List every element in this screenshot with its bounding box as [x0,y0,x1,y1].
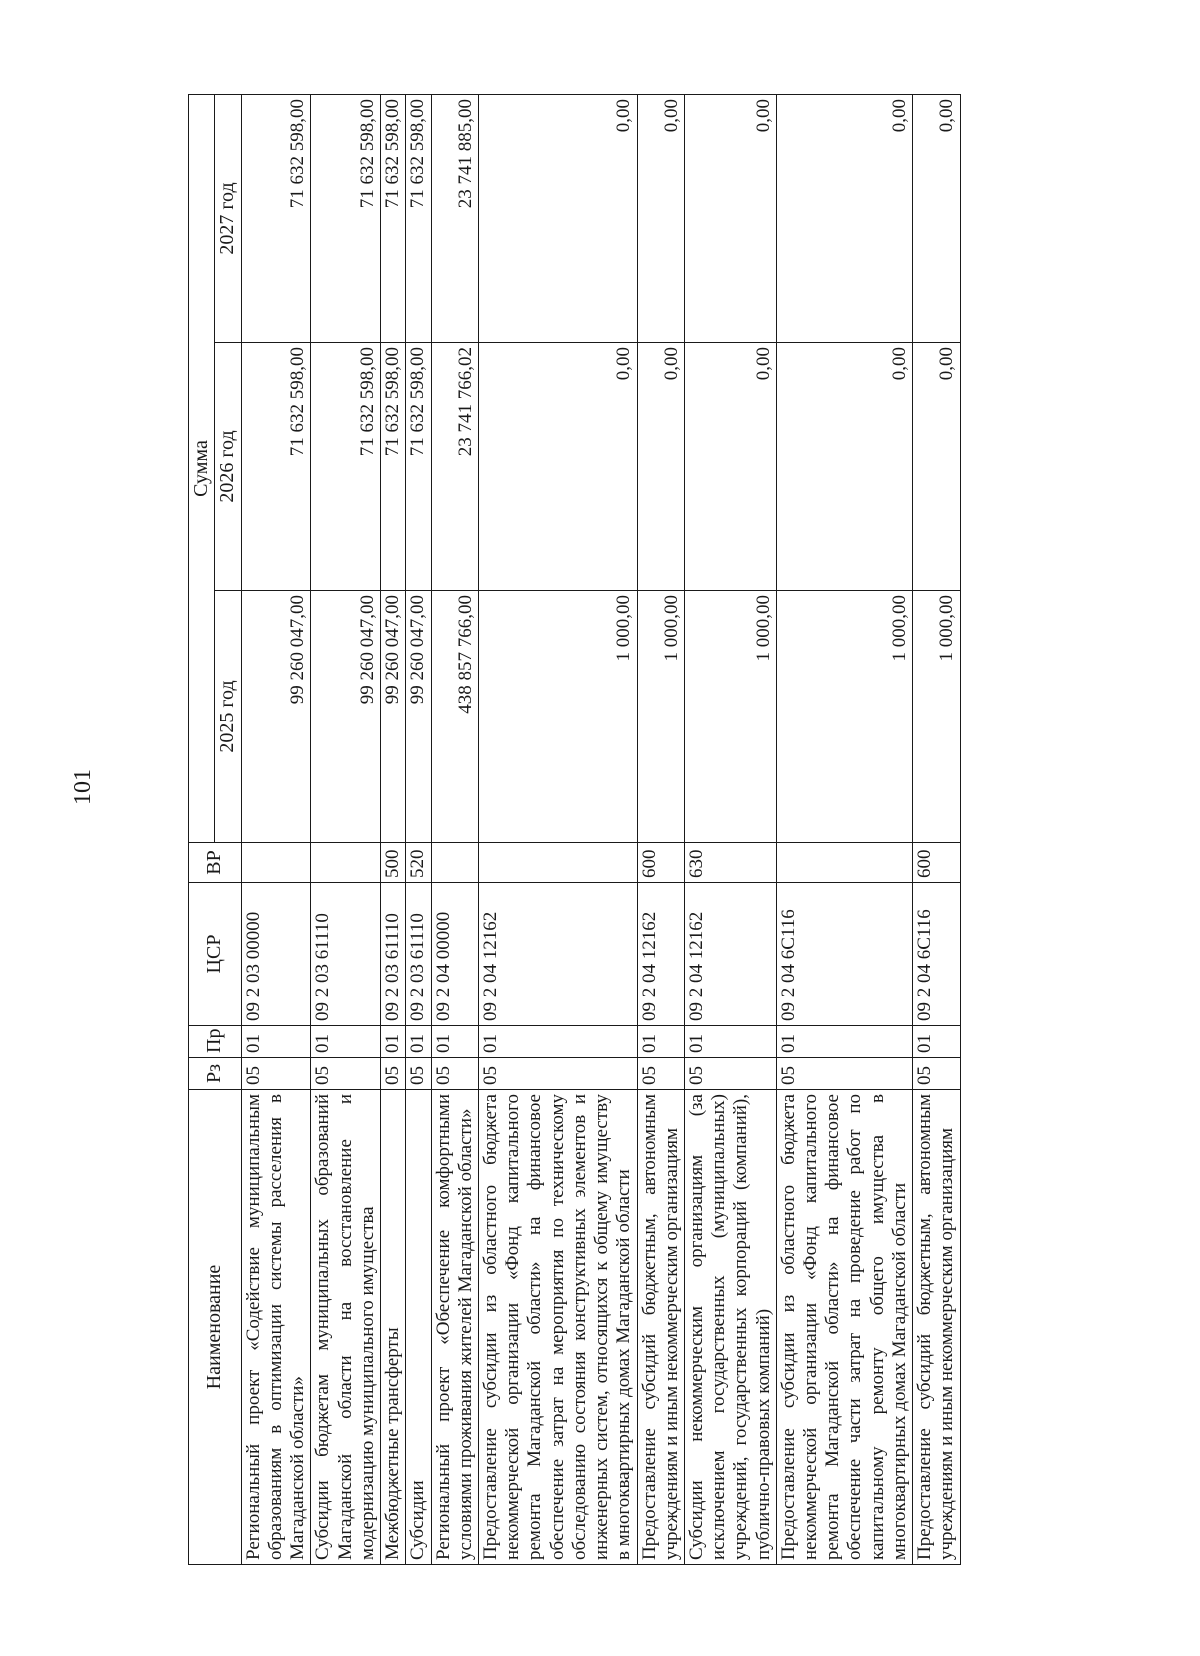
row-sum-2026: 0,00 [776,343,912,591]
row-vr [241,843,311,883]
row-sum-2027: 71 632 598,00 [241,94,311,342]
table-row [381,94,406,1564]
row-sum-2027: 71 632 598,00 [311,94,381,342]
row-rz: 05 [776,1058,912,1090]
header-pr: Пр [189,1026,242,1058]
row-sum-2026: 0,00 [637,343,684,591]
row-rz: 05 [406,1058,431,1090]
row-pr: 01 [381,1026,406,1058]
row-csr: 09 2 03 00000 [241,883,311,1026]
header-year-2027: 2027 год [215,94,241,342]
row-sum-2025: 99 260 047,00 [241,591,311,843]
row-sum-2027: 23 741 885,00 [431,94,478,342]
header-row-top [189,94,215,1564]
row-name: Региональный проект «Содействие муниципальным образованиям в оптимизации системы расселения в Магаданской области» [241,1090,311,1565]
row-name: Субсидии бюджетам муниципальных образований Магаданской области на восстановление и модернизацию муниципального имущества [311,1090,381,1565]
row-csr: 09 2 04 6С116 [913,883,960,1026]
row-pr: 01 [637,1026,684,1058]
header-vr: ВР [189,843,242,883]
row-sum-2026: 0,00 [684,343,776,591]
row-vr: 600 [637,843,684,883]
row-csr: 09 2 04 6С116 [776,883,912,1026]
row-sum-2027: 0,00 [913,94,960,342]
header-year-2026: 2026 год [215,343,241,591]
row-csr: 09 2 03 61110 [311,883,381,1026]
table-row [406,94,431,1564]
row-vr: 600 [913,843,960,883]
row-pr: 01 [241,1026,311,1058]
row-rz: 05 [478,1058,637,1090]
row-rz: 05 [381,1058,406,1090]
table-row [776,94,912,1564]
table-row [311,94,381,1564]
row-name: Предоставление субсидий бюджетным, автономным учреждениям и иным некоммерческим организациям [913,1090,960,1565]
row-vr [478,843,637,883]
row-sum-2025: 99 260 047,00 [381,591,406,843]
page-number: 101 [70,769,96,805]
row-sum-2026: 23 741 766,02 [431,343,478,591]
header-sum: Сумма [189,94,215,842]
budget-table-container [188,95,961,1565]
row-sum-2026: 71 632 598,00 [381,343,406,591]
row-vr: 520 [406,843,431,883]
row-rz: 05 [311,1058,381,1090]
row-name: Предоставление субсидий бюджетным, автономным учреждениям и иным некоммерческим организациям [637,1090,684,1565]
row-rz: 05 [431,1058,478,1090]
row-csr: 09 2 03 61110 [381,883,406,1026]
table-row [241,94,311,1564]
row-sum-2025: 1 000,00 [776,591,912,843]
row-pr: 01 [431,1026,478,1058]
row-csr: 09 2 03 61110 [406,883,431,1026]
row-sum-2027: 0,00 [478,94,637,342]
row-pr: 01 [406,1026,431,1058]
row-rz: 05 [241,1058,311,1090]
row-sum-2025: 1 000,00 [913,591,960,843]
row-rz: 05 [913,1058,960,1090]
row-sum-2026: 0,00 [478,343,637,591]
row-rz: 05 [637,1058,684,1090]
header-year-2025: 2025 год [215,591,241,843]
row-sum-2025: 99 260 047,00 [406,591,431,843]
row-sum-2026: 0,00 [913,343,960,591]
row-vr [431,843,478,883]
row-sum-2026: 71 632 598,00 [406,343,431,591]
row-sum-2025: 438 857 766,00 [431,591,478,843]
row-vr: 500 [381,843,406,883]
row-name: Субсидии [406,1090,431,1565]
header-name: Наименование [189,1090,242,1565]
row-pr: 01 [684,1026,776,1058]
row-sum-2027: 0,00 [684,94,776,342]
row-pr: 01 [311,1026,381,1058]
header-rz: Рз [189,1058,242,1090]
row-pr: 01 [913,1026,960,1058]
row-name: Региональный проект «Обеспечение комфортными условиями проживания жителей Магаданской области» [431,1090,478,1565]
row-vr [311,843,381,883]
row-name: Межбюджетные трансферты [381,1090,406,1565]
table-row [913,94,960,1564]
row-pr: 01 [776,1026,912,1058]
row-pr: 01 [478,1026,637,1058]
row-vr: 630 [684,843,776,883]
table-row [684,94,776,1564]
row-name: Предоставление субсидии из областного бюджета некоммерческой организации «Фонд капитального ремонта Магаданской области» на финансовое обеспечение части затрат на проведение работ по капитальному ремонту общего имущества в многоквартирных домах Магаданской области [776,1090,912,1565]
row-name: Субсидии некоммерческим организациям (за исключением государственных (муниципальных) учреждений, государственных корпораций (компаний), публично-правовых компаний) [684,1090,776,1565]
row-sum-2027: 0,00 [776,94,912,342]
table-row [431,94,478,1564]
row-sum-2025: 1 000,00 [684,591,776,843]
row-sum-2027: 0,00 [637,94,684,342]
row-sum-2026: 71 632 598,00 [241,343,311,591]
row-csr: 09 2 04 12162 [478,883,637,1026]
row-rz: 05 [684,1058,776,1090]
row-name: Предоставление субсидии из областного бюджета некоммерческой организации «Фонд капитального ремонта Магаданской области» на финансовое обеспечение затрат на мероприятия по техническому обследованию состояния конструктивных элементов и инженерных систем, относящихся к общему имуществу в многоквартирных домах Магаданской области [478,1090,637,1565]
budget-table [188,94,961,1565]
row-sum-2025: 99 260 047,00 [311,591,381,843]
row-sum-2027: 71 632 598,00 [381,94,406,342]
row-csr: 09 2 04 00000 [431,883,478,1026]
row-sum-2026: 71 632 598,00 [311,343,381,591]
row-sum-2025: 1 000,00 [637,591,684,843]
row-vr [776,843,912,883]
row-csr: 09 2 04 12162 [684,883,776,1026]
table-row [637,94,684,1564]
row-csr: 09 2 04 12162 [637,883,684,1026]
table-row [478,94,637,1564]
row-sum-2027: 71 632 598,00 [406,94,431,342]
header-csr: ЦСР [189,883,242,1026]
row-sum-2025: 1 000,00 [478,591,637,843]
